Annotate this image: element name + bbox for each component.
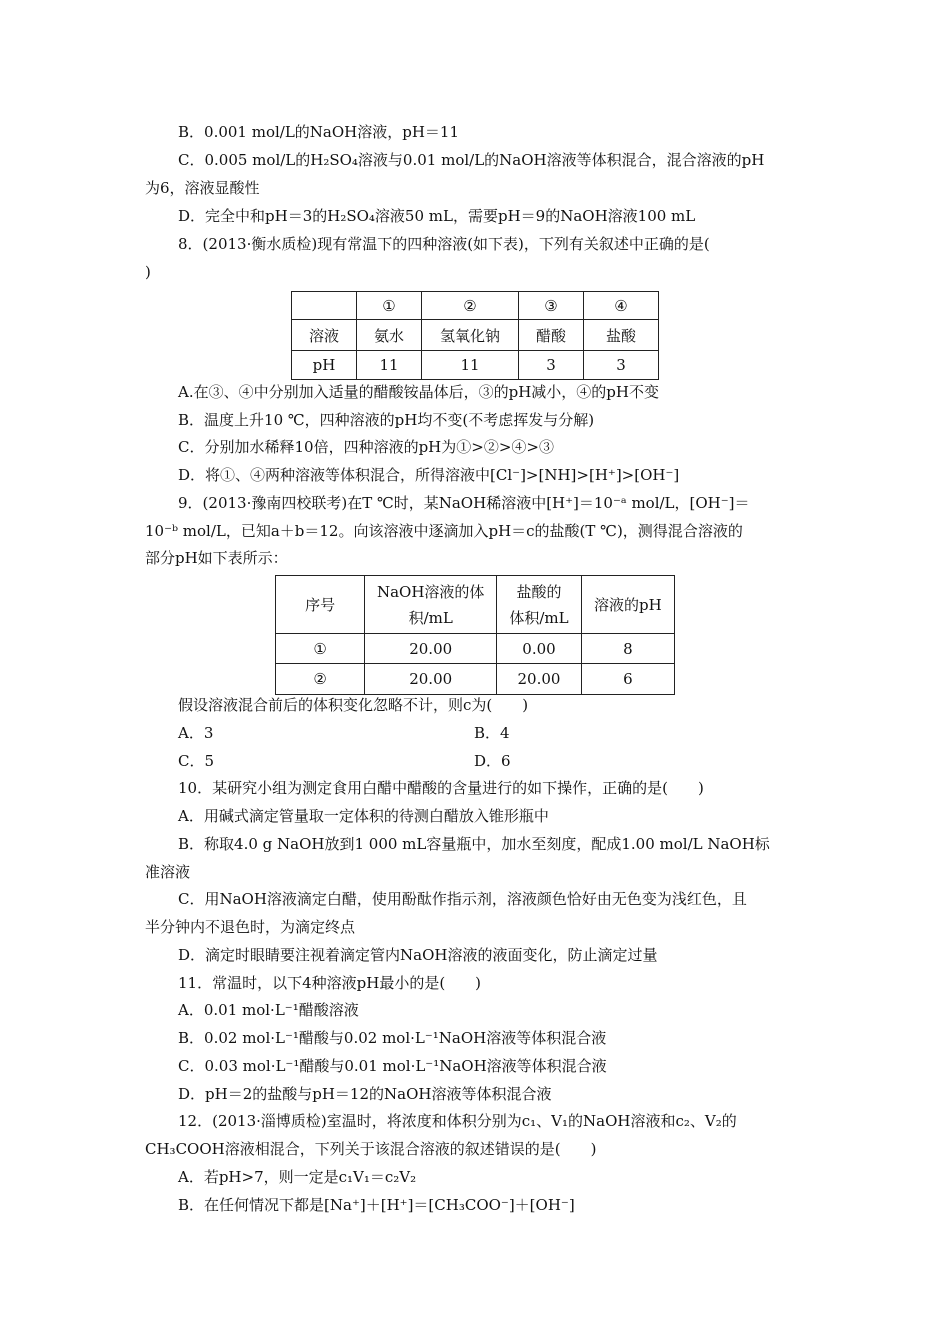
table-row (292, 320, 659, 351)
q9-option-d: D．6 (474, 752, 511, 770)
q10-option-d: D．滴定时眼睛要注视着滴定管内NaOH溶液的液面变化，防止滴定过量 (178, 946, 658, 964)
q9-stem: 9．(2013·豫南四校联考)在T ℃时，某NaOH稀溶液中[H⁺]＝10⁻ᵃ mol/L，[OH⁻]＝ (178, 494, 750, 512)
table-cell: ① (276, 634, 365, 664)
table-header-cell (365, 576, 497, 634)
q8-table (291, 291, 659, 380)
table-cell: ④ (584, 292, 659, 320)
table-cell: ② (276, 664, 365, 695)
q10-stem: 10．某研究小组为测定食用白醋中醋酸的含量进行的如下操作，正确的是( ) (178, 779, 704, 797)
q11-stem: 11．常温时，以下4种溶液pH最小的是( ) (178, 974, 482, 992)
table-cell: ① (357, 292, 422, 320)
table-cell: 醋酸 (519, 320, 584, 351)
q9-option-a: A．3 (178, 724, 214, 742)
q12-option-a: A．若pH>7，则一定是c₁V₁＝c₂V₂ (178, 1168, 417, 1186)
table-cell: 20.00 (365, 634, 497, 664)
q10-option-b: B．称取4.0 g NaOH放到1 000 mL容量瓶中，加水至刻度，配成1.00 mol/L NaOH标 (178, 835, 770, 853)
table-cell: 20.00 (365, 664, 497, 695)
q8-stem: 8．(2013·衡水质检)现有常温下的四种溶液(如下表)，下列有关叙述中正确的是( (178, 235, 710, 253)
q7-option-d: D．完全中和pH＝3的H₂SO₄溶液50 mL，需要pH＝9的NaOH溶液100 mL (178, 207, 696, 225)
table-header-cell: 序号 (276, 576, 365, 634)
q12-stem: 12．(2013·淄博质检)室温时，将浓度和体积分别为c₁、V₁的NaOH溶液和c₂、V₂的 (178, 1112, 737, 1130)
table-header-cell: 溶液的pH (581, 576, 674, 634)
table-row (276, 664, 675, 695)
q9-stem-cont: 10⁻ᵇ mol/L，已知a＋b＝12。向该溶液中逐滴加入pH＝c的盐酸(T ℃)，测得混合溶液的 (145, 522, 743, 540)
q10-option-c: C．用NaOH溶液滴定白醋，使用酚酞作指示剂，溶液颜色恰好由无色变为浅红色，且 (178, 890, 747, 908)
q11-option-b: B．0.02 mol·L⁻¹醋酸与0.02 mol·L⁻¹NaOH溶液等体积混合液 (178, 1029, 607, 1047)
table-cell: 11 (422, 351, 519, 380)
q9-option-b: B．4 (474, 724, 510, 742)
q11-option-c: C．0.03 mol·L⁻¹醋酸与0.01 mol·L⁻¹NaOH溶液等体积混合液 (178, 1057, 607, 1075)
q10-option-b-cont: 准溶液 (145, 863, 191, 881)
table-row (276, 576, 675, 634)
table-cell: 氢氧化钠 (422, 320, 519, 351)
table-cell (292, 292, 357, 320)
header-text: 体积/mL (509, 608, 569, 627)
table-cell: 溶液 (292, 320, 357, 351)
table-cell: 3 (584, 351, 659, 380)
table-row (276, 634, 675, 664)
q8-option-b: B．温度上升10 ℃，四种溶液的pH均不变(不考虑挥发与分解) (178, 411, 595, 429)
table-cell: 氨水 (357, 320, 422, 351)
table-cell: 盐酸 (584, 320, 659, 351)
q11-option-a: A．0.01 mol·L⁻¹醋酸溶液 (178, 1001, 359, 1019)
q8-option-a: A.在③、④中分别加入适量的醋酸铵晶体后，③的pH减小，④的pH不变 (178, 383, 659, 401)
q9-option-c: C．5 (178, 752, 215, 770)
table-cell: pH (292, 351, 357, 380)
table-cell: 6 (581, 664, 674, 695)
table-header-cell (497, 576, 582, 634)
table-cell: 3 (519, 351, 584, 380)
q10-option-c-cont: 半分钟内不退色时，为滴定终点 (145, 918, 356, 936)
header-text: 积/mL (408, 608, 453, 627)
table-row (292, 351, 659, 380)
table-cell: 11 (357, 351, 422, 380)
q9-table (275, 575, 675, 695)
table-cell: ③ (519, 292, 584, 320)
q7-option-c-cont: 为6，溶液显酸性 (145, 179, 260, 197)
q11-option-d: D．pH＝2的盐酸与pH＝12的NaOH溶液等体积混合液 (178, 1085, 552, 1103)
table-cell: 0.00 (497, 634, 582, 664)
q8-stem-cont: ) (145, 263, 151, 281)
q9-note: 假设溶液混合前后的体积变化忽略不计，则c为( ) (178, 696, 529, 714)
q7-option-b: B．0.001 mol/L的NaOH溶液，pH＝11 (178, 123, 460, 141)
q10-option-a: A．用碱式滴定管量取一定体积的待测白醋放入锥形瓶中 (178, 807, 549, 825)
q8-option-c: C．分别加水稀释10倍，四种溶液的pH为①>②>④>③ (178, 438, 554, 456)
table-cell: ② (422, 292, 519, 320)
header-text: 盐酸的 (516, 582, 562, 601)
q9-stem-cont-2: 部分pH如下表所示： (145, 549, 288, 567)
q12-stem-cont: CH₃COOH溶液相混合，下列关于该混合溶液的叙述错误的是( ) (145, 1140, 597, 1158)
table-cell: 8 (581, 634, 674, 664)
header-text: NaOH溶液的体 (376, 582, 485, 601)
q8-option-d: D．将①、④两种溶液等体积混合，所得溶液中[Cl⁻]>[NH]>[H⁺]>[OH⁻] (178, 466, 680, 484)
table-cell: 20.00 (497, 664, 582, 695)
q7-option-c: C．0.005 mol/L的H₂SO₄溶液与0.01 mol/L的NaOH溶液等体积混合，混合溶液的pH (178, 151, 765, 169)
q12-option-b: B．在任何情况下都是[Na⁺]＋[H⁺]＝[CH₃COO⁻]＋[OH⁻] (178, 1196, 575, 1214)
table-row (292, 292, 659, 320)
